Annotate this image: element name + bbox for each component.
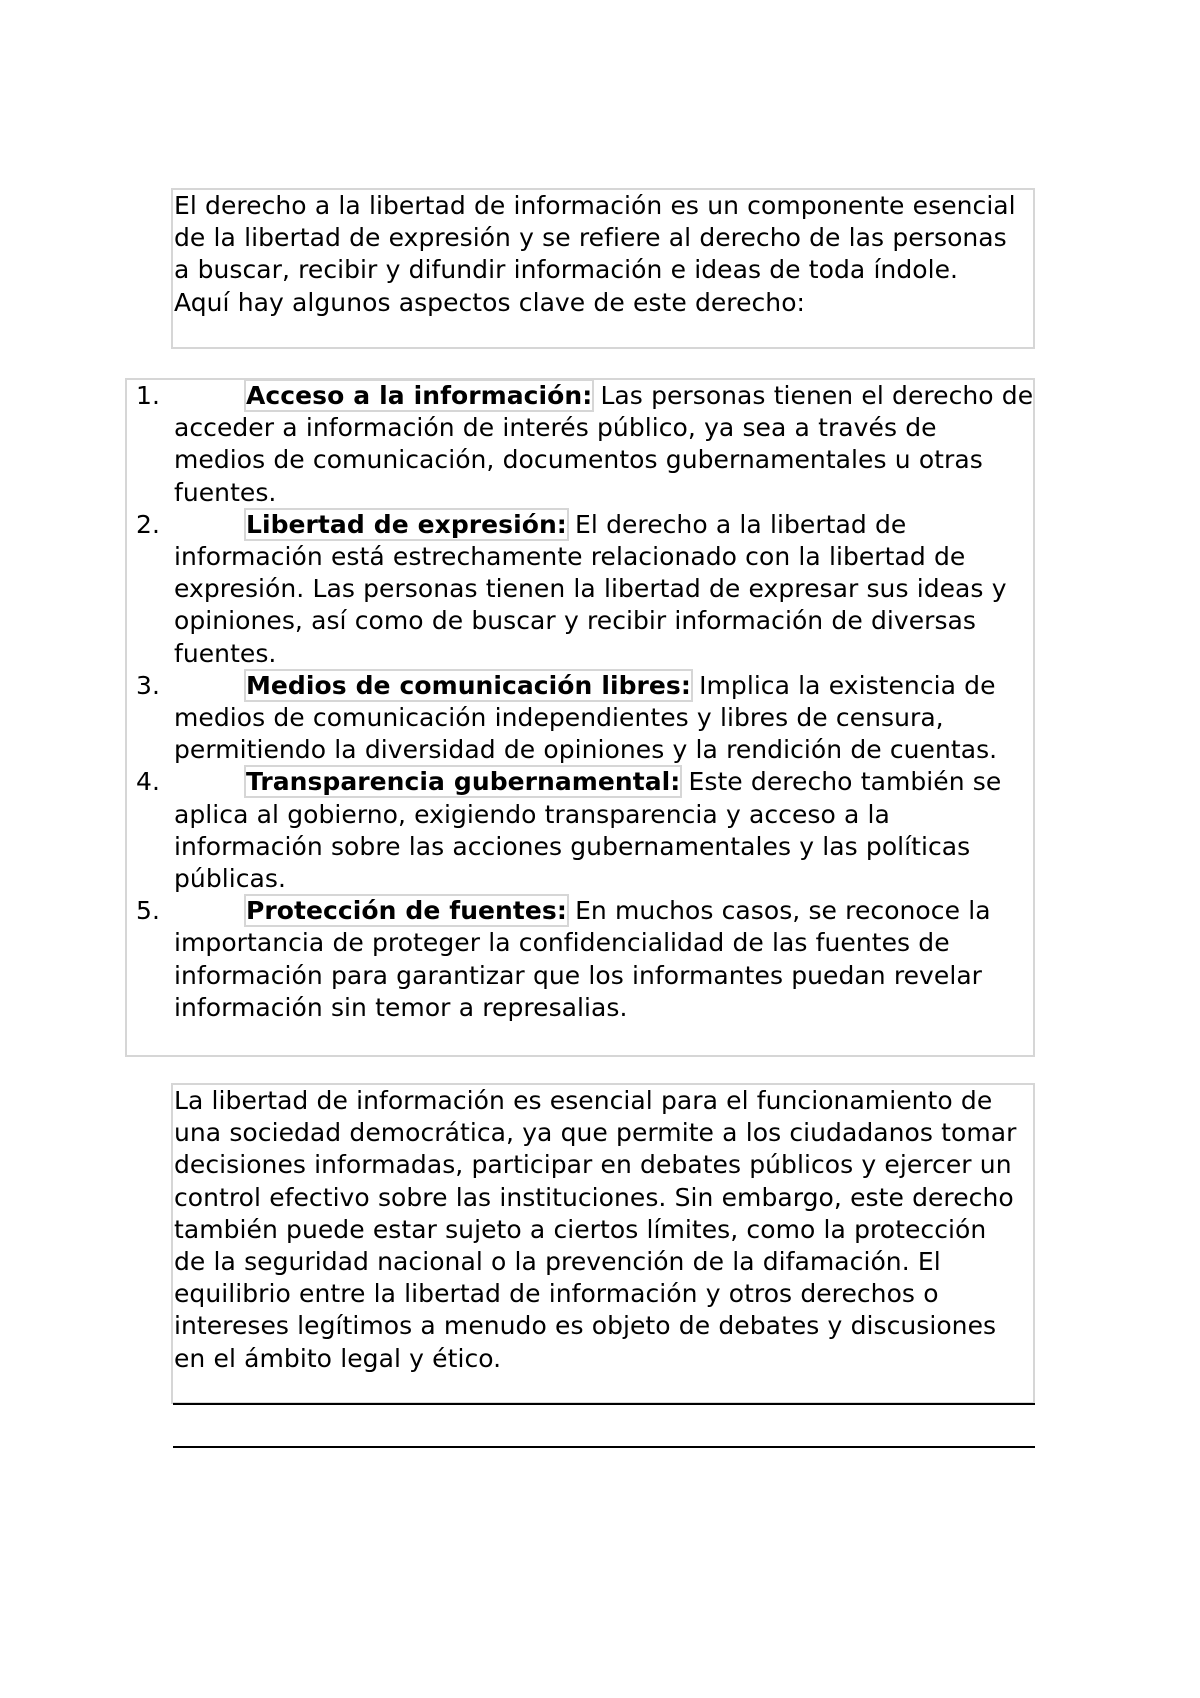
- list-item-text: En muchos casos, se reconoce la importancia de proteger la confidencialidad de las fuentes de información para garantizar que los informantes puedan revelar información sin temor a represalias.: [174, 896, 991, 1022]
- list-item-text: El derecho a la libertad de información está estrechamente relacionado con la libertad de expresión. Las personas tienen la libertad de expresar sus ideas y opiniones, así como de buscar y recibir información de diversas fuentes.: [174, 509, 1007, 668]
- list-item-number: 4.: [136, 767, 160, 797]
- list-item-title: Protección de fuentes:: [246, 896, 567, 926]
- list-item-number: 3.: [136, 670, 160, 700]
- list-item-title: Acceso a la información:: [246, 381, 593, 410]
- aspects-list: [127, 380, 1034, 1024]
- intro-paragraph: El derecho a la libertad de información es un componente esencial de la libertad de expresión y se refiere al derecho de las personas a buscar, recibir y difundir información e ideas de toda índole. Aquí hay algunos aspectos clave de este derecho:: [174, 191, 1016, 317]
- horizontal-rule: [173, 1446, 1035, 1448]
- list-item: [127, 380, 1034, 509]
- list-item: [127, 895, 1034, 1024]
- list-item-title: Transparencia gubernamental:: [246, 767, 681, 797]
- list-item: [127, 766, 1034, 895]
- list-item-text: Este derecho también se aplica al gobierno, exigiendo transparencia y acceso a la información sobre las acciones gubernamentales y las políticas públicas.: [174, 767, 1002, 894]
- list-item-number: 1.: [136, 381, 160, 410]
- list-item: [127, 509, 1034, 670]
- closing-paragraph: La libertad de información es esencial para el funcionamiento de una sociedad democrática, ya que permite a los ciudadanos tomar decisiones informadas, participar en debates públicos y ejercer un control efectivo sobre las instituciones. Sin embargo, este derecho también puede estar sujeto a ciertos límites, como la protección de la seguridad nacional o la prevención de la difamación. El equilibrio entre la libertad de información y otros derechos o intereses legítimos a menudo es objeto de debates y discusiones en el ámbito legal y ético.: [174, 1086, 1017, 1373]
- list-item-text: Implica la existencia de medios de comunicación independientes y libres de censura, permitiendo la diversidad de opiniones y la rendición de cuentas.: [174, 670, 998, 765]
- list-item-title: Libertad de expresión:: [246, 509, 567, 539]
- list-item: [127, 670, 1034, 767]
- horizontal-rule: [173, 1403, 1035, 1405]
- list-item-number: 2.: [136, 509, 160, 539]
- closing-text-box[interactable]: [171, 1083, 1035, 1404]
- list-item-text: Las personas tienen el derecho de acceder a información de interés público, ya sea a través de medios de comunicación, documentos gubernamentales u otras fuentes.: [174, 381, 1034, 507]
- list-item-title: Medios de comunicación libres:: [246, 670, 691, 700]
- intro-text-box[interactable]: [171, 188, 1035, 349]
- list-item-number: 5.: [136, 896, 160, 926]
- aspects-list-box[interactable]: [125, 378, 1035, 1057]
